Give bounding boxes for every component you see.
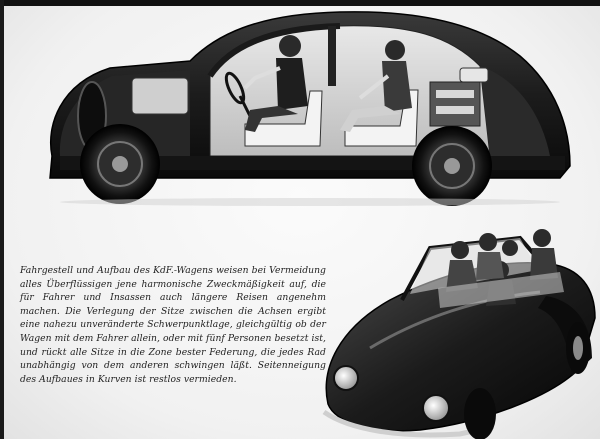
right-headlamp [423, 395, 449, 421]
driver-head [279, 35, 301, 57]
luggage [460, 68, 488, 82]
left-headlamp [334, 366, 358, 390]
passenger-head [385, 40, 405, 60]
sedan-cutaway-illustration [40, 6, 580, 206]
convertible-illustration [310, 208, 600, 439]
fuel-tank [132, 78, 188, 114]
caption-text: Fahrgestell und Aufbau des KdF.-Wagens weisen bei Vermeidung alles Überflüssigen jene harmonische Zweckmäßigkeit auf, die für Fahrer und Insassen auch längere Reisen angenehm machen. Die Verlegung der Sitze zwischen die Achsen ergibt eine nahezu unveränderte Schwerpunktlage, gleichgültig ob der Wagen mit dem Fahrer allein, oder mit fünf Personen besetzt ist, und rückt alle Sitze in die Zone bester Federung, die jedes Rad unabhängig von dem anderen schwingen läßt. Seitenneigung des Aufbaues in Kurven ist restlos vermieden. [20, 265, 326, 385]
rear-seat-box [430, 82, 480, 126]
